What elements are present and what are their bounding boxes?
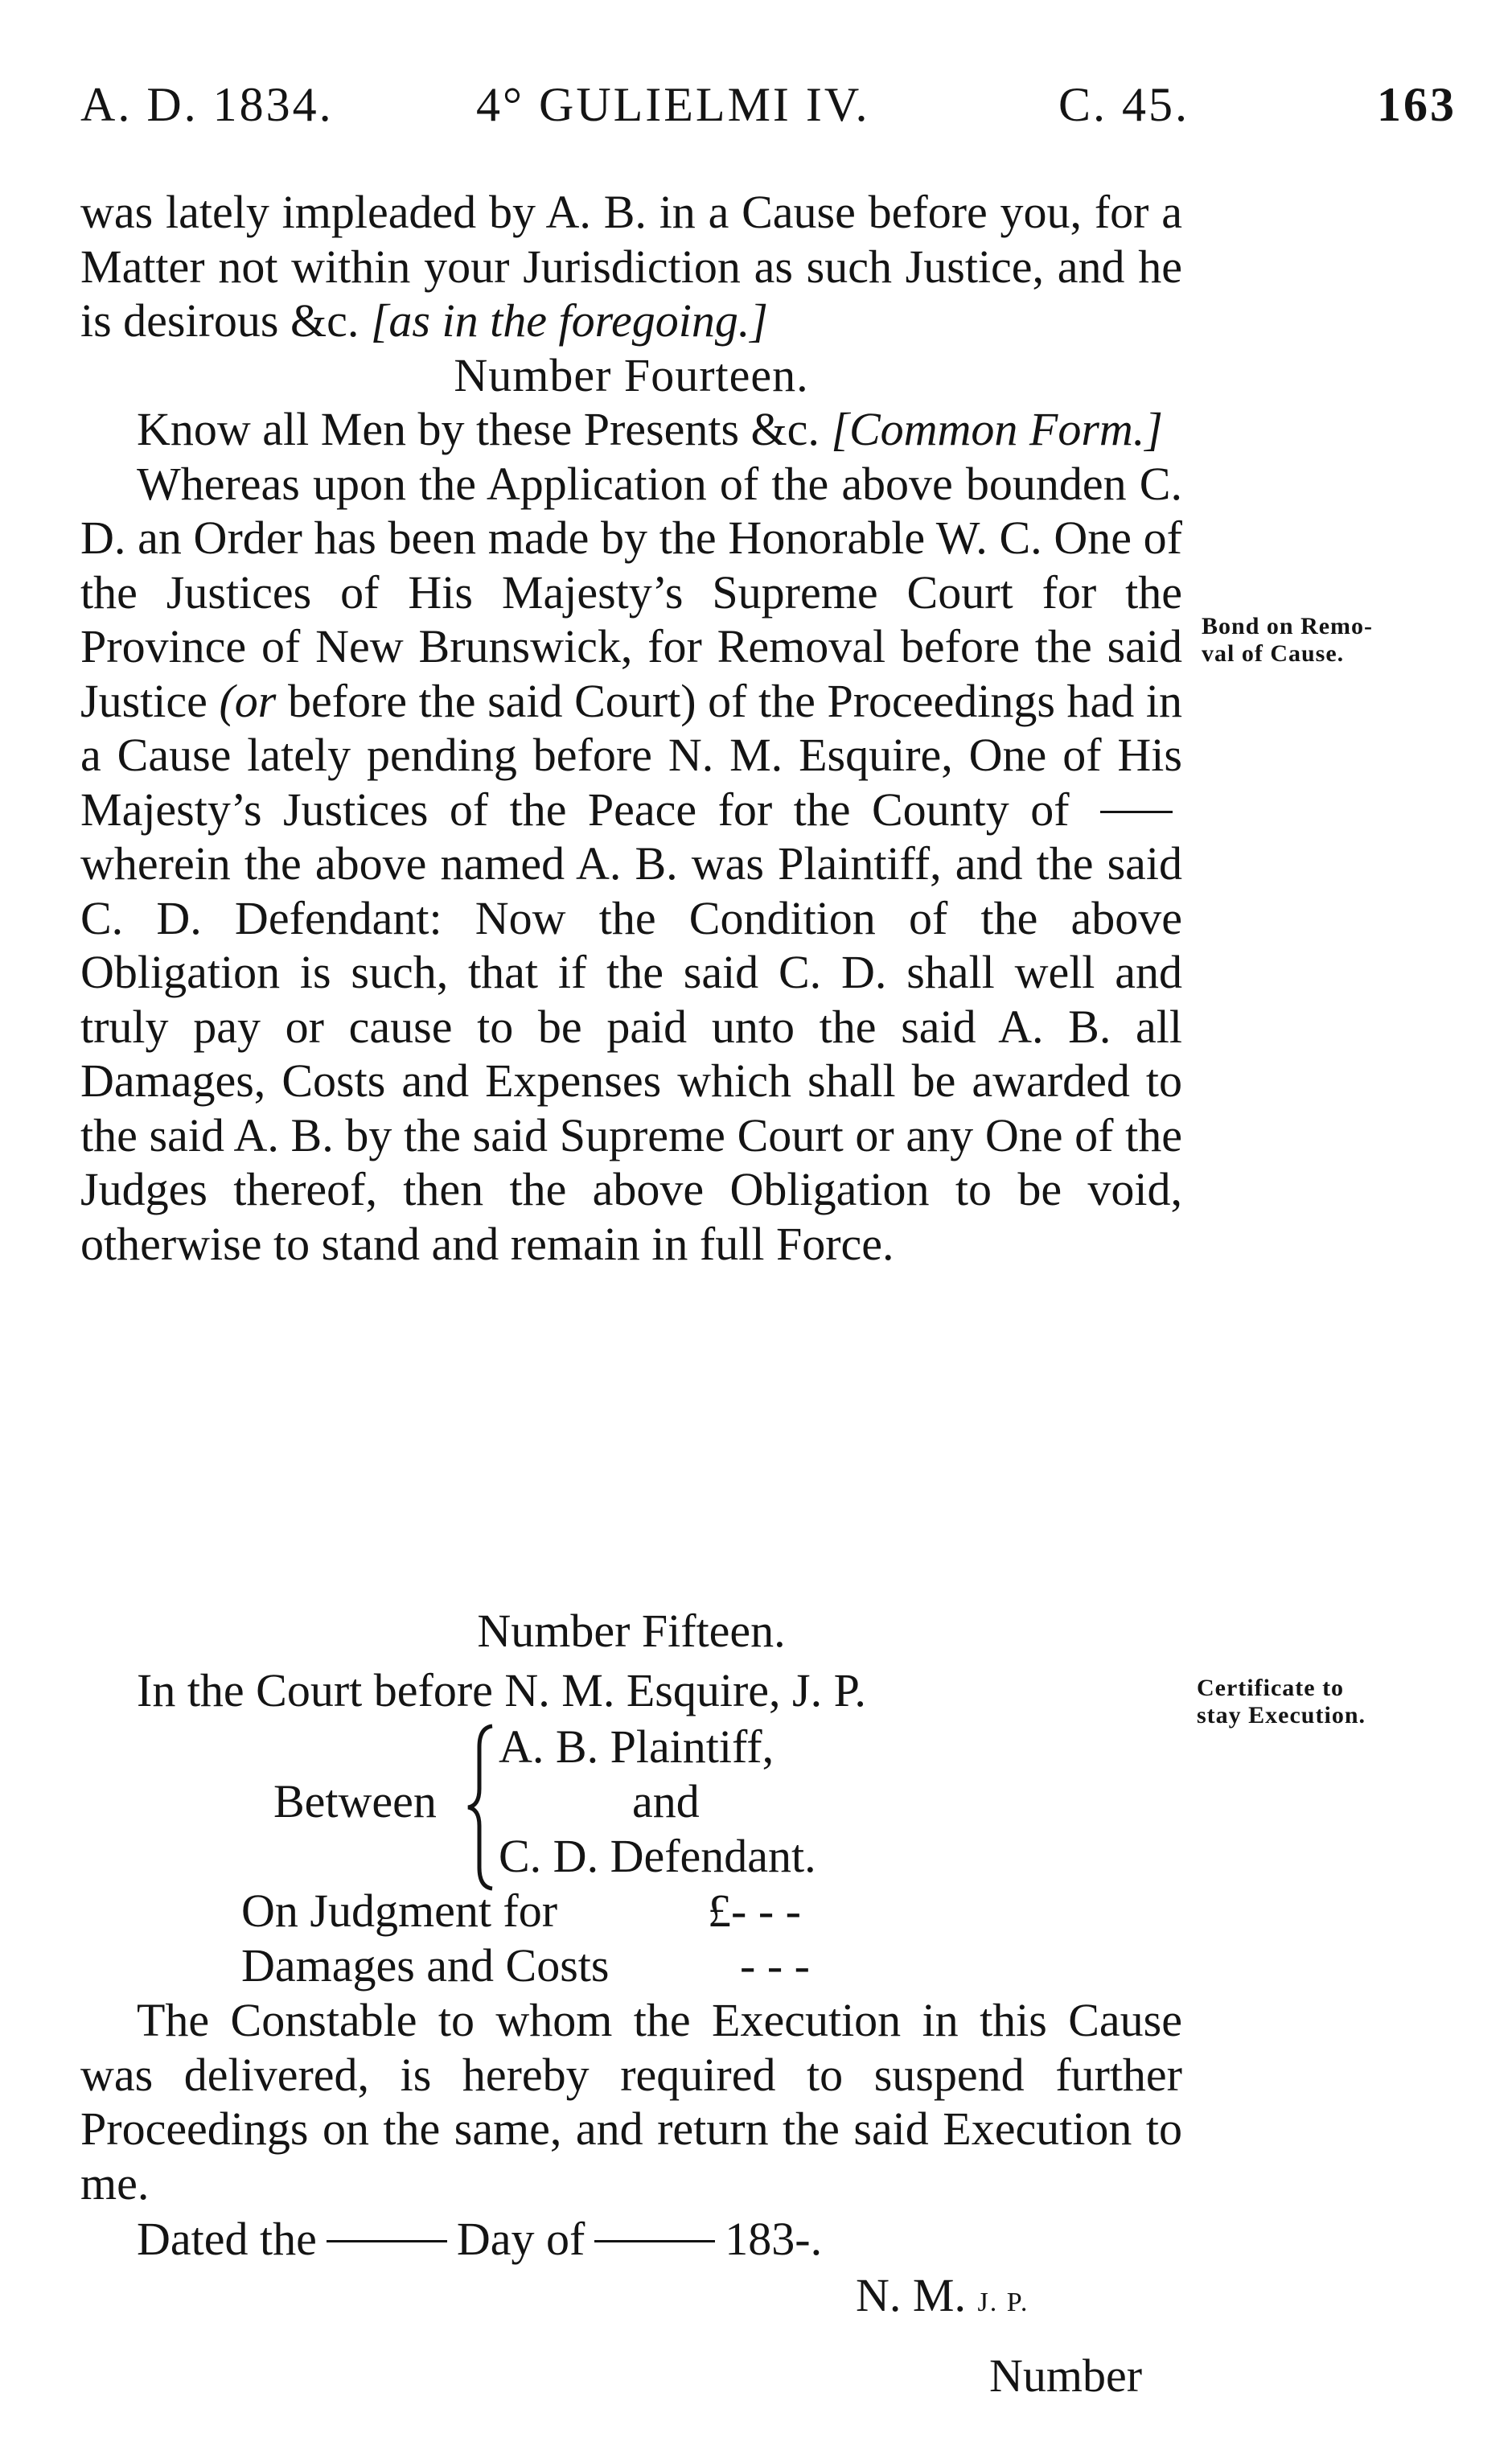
- paragraph-continuation-italic: [as in the foregoing.]: [370, 294, 768, 347]
- margin-note-bond-line-2: val of Cause.: [1202, 640, 1345, 667]
- brace-icon: [465, 1723, 497, 1892]
- dated-text-3: 183-.: [725, 2213, 823, 2265]
- header-regnal-year: 4° GULIELMI IV.: [476, 78, 870, 131]
- margin-note-bond-line-1: Bond on Remo-: [1202, 613, 1374, 639]
- paragraph-continuation: [80, 185, 1182, 348]
- whereas-text-3: wherein the above named A. B. was Plaintiff, and the said C. D. Defendant: Now the Condition of the above Obligation is such, that if the said C. D. shall well and truly pay or cause to be paid unto the said A. B. all Damages, Costs and Expenses which shall be awarded to the said A. B. by the said Supreme Court or any One of the Judges thereof, then the above Obligation to be void, otherwise to stand and remain in full Force.: [80, 837, 1182, 1270]
- signature-title: J. P.: [977, 2288, 1029, 2317]
- margin-note-bond: [1202, 613, 1373, 668]
- paragraph-constable: The Constable to whom the Execution in this Cause was delivered, is hereby required to suspend further Proceedings on the same, and return the said Execution to me.: [80, 1994, 1182, 2209]
- paragraph-whereas: [80, 457, 1182, 1272]
- main-text-lower: [80, 1993, 1182, 2210]
- heading-number-fourteen: Number Fourteen.: [454, 348, 809, 401]
- heading-number-fifteen: Number Fifteen.: [477, 1605, 786, 1657]
- party-plaintiff: A. B. Plaintiff,: [499, 1720, 774, 1773]
- judgment-amount: £- - -: [708, 1885, 801, 1937]
- party-and: and: [632, 1775, 700, 1827]
- dated-text-2: Day of: [456, 2213, 585, 2265]
- margin-note-certificate-line-1: Certificate to: [1197, 1675, 1345, 1701]
- header-year: A. D. 1834.: [80, 78, 334, 131]
- know-all-men-text: Know all Men by these Presents &c.: [137, 403, 820, 455]
- header-chapter: C. 45.: [1058, 78, 1190, 131]
- paragraph-continuation-text: was lately impleaded by A. B. in a Cause before you, for a Matter not within your Jurisdiction as such Justice, and he is desirous &c.: [80, 186, 1182, 347]
- dated-blank-1: [327, 2240, 447, 2242]
- party-defendant: C. D. Defendant.: [499, 1830, 816, 1882]
- margin-note-certificate: [1197, 1675, 1366, 1729]
- damages-label: Damages and Costs: [241, 1939, 610, 1992]
- whereas-text-1: Whereas upon the Application of the above bounden C. D. an Order has been made by the Honorable W. C. One of the Justices of His Majesty’s Supreme Court for the Province of New Brunswick, for Removal before the said Justice: [80, 457, 1182, 727]
- main-text-upper: [80, 185, 1182, 1271]
- dated-line: [137, 2212, 822, 2267]
- catchword: Number: [989, 2349, 1143, 2402]
- dated-blank-2: [594, 2240, 715, 2242]
- page-number: 163: [1377, 78, 1457, 131]
- dated-text-1: Dated the: [137, 2213, 317, 2265]
- judgment-label: On Judgment for: [241, 1885, 558, 1937]
- whereas-text-2: before the said Court) of the Proceedings had in a Cause lately pending before N. M. Esquire, One of His Majesty’s Justices of the Peace for the County of: [80, 674, 1182, 836]
- signature: [856, 2268, 1029, 2330]
- between-label: Between: [273, 1775, 437, 1827]
- paragraph-know-all-men: [80, 402, 1182, 457]
- blank-rule: [1100, 811, 1173, 813]
- court-line: In the Court before N. M. Esquire, J. P.: [137, 1664, 866, 1716]
- signature-name: N. M.: [856, 2269, 966, 2321]
- damages-dashes: - - -: [740, 1939, 810, 1992]
- margin-note-certificate-line-2: stay Execution.: [1197, 1702, 1366, 1728]
- whereas-or-italic: (or: [219, 674, 277, 727]
- common-form-italic: [Common Form.]: [831, 403, 1163, 455]
